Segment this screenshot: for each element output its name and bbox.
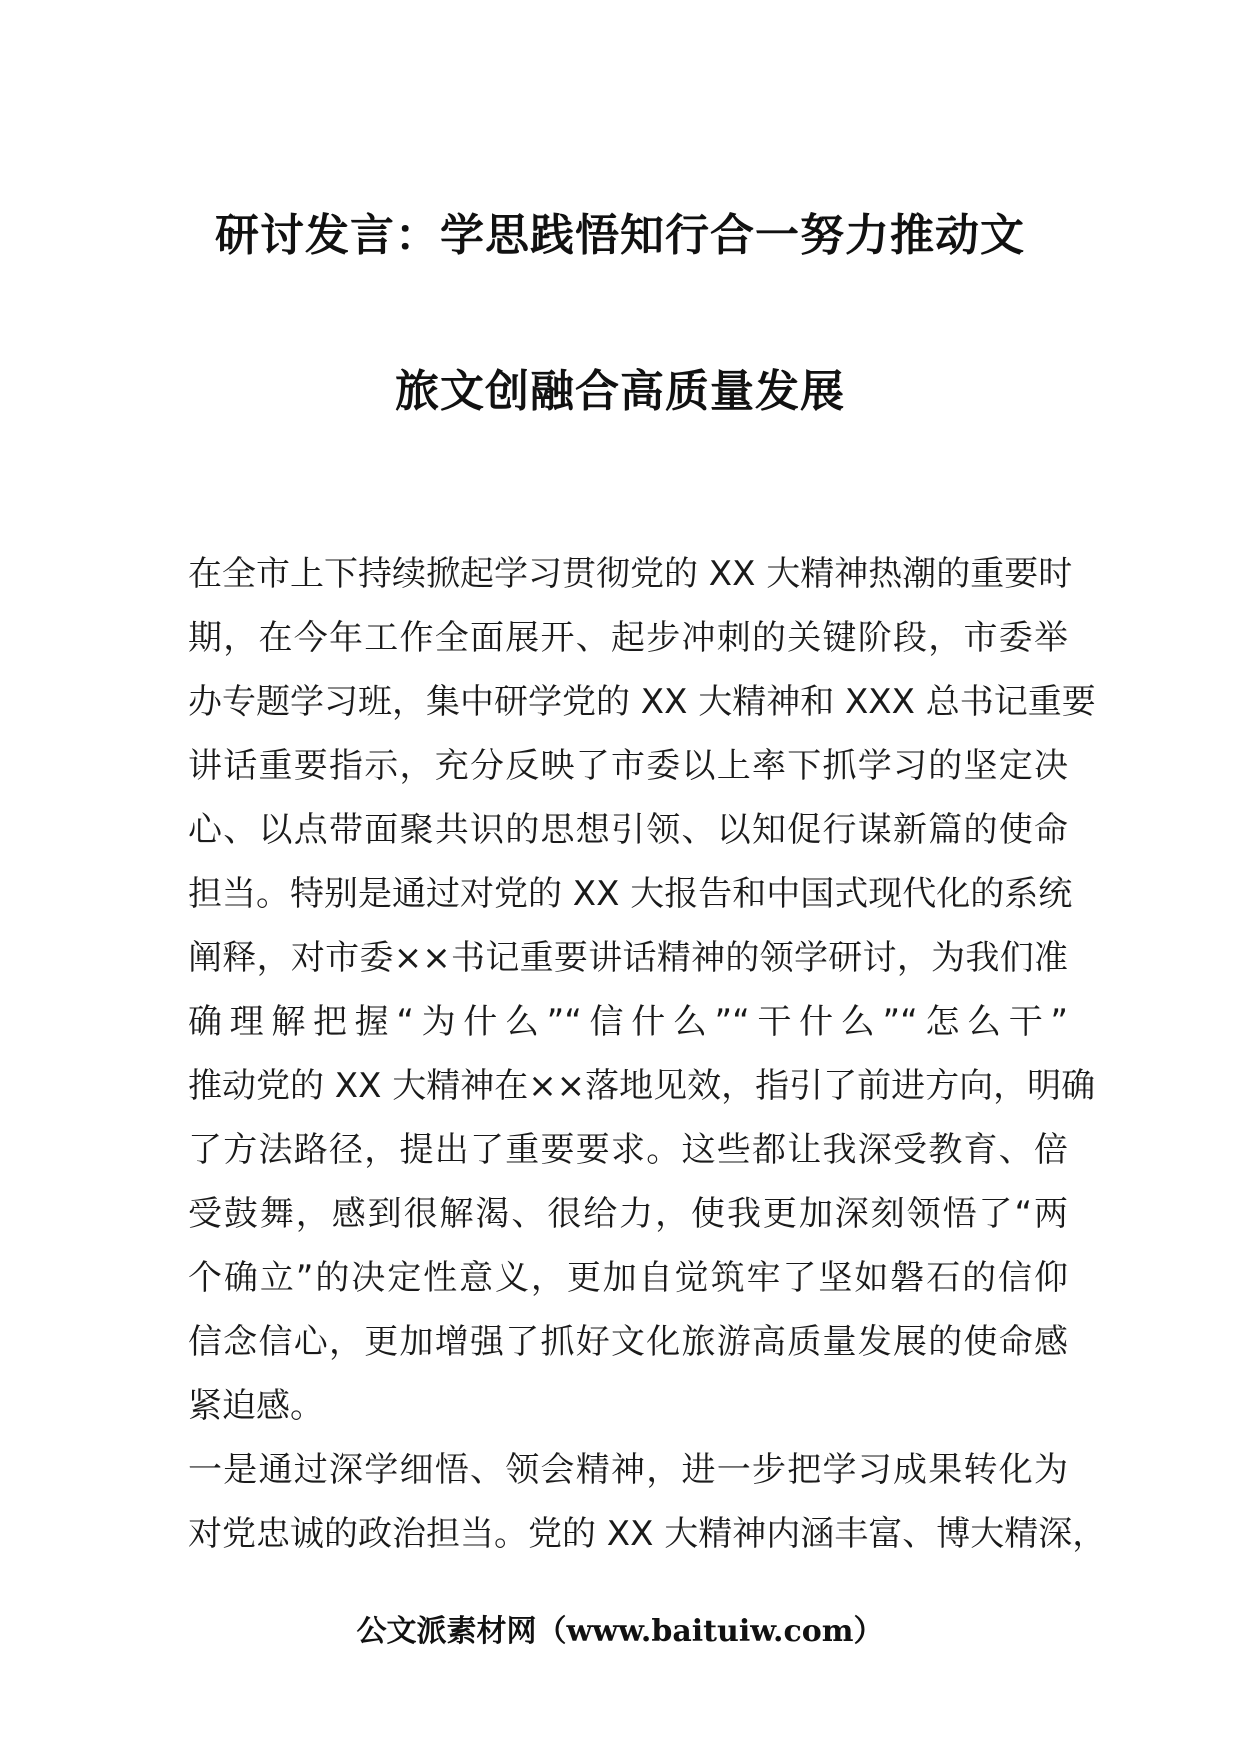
body-text-line: 紧迫感。 (188, 1386, 324, 1426)
body-text-line: 讲话重要指示，充分反映了市委以上率下抓学习的坚定决 (188, 746, 1068, 786)
body-text-line: 信念信心，更加增强了抓好文化旅游高质量发展的使命感 (188, 1322, 1068, 1362)
body-text-line: 在全市上下持续掀起学习贯彻党的 XX 大精神热潮的重要时 (188, 554, 1073, 594)
body-text-line: 担当。特别是通过对党的 XX 大报告和中国式现代化的系统 (188, 874, 1073, 914)
body-text-line: 一是通过深学细悟、领会精神，进一步把学习成果转化为 (188, 1450, 1068, 1490)
body-text-line: 期，在今年工作全面展开、起步冲刺的关键阶段，市委举 (188, 618, 1068, 658)
body-text-line: 阐释，对市委××书记重要讲话精神的领学研讨，为我们准 (188, 938, 1068, 978)
document-title-line-2: 旅文创融合高质量发展 (395, 366, 845, 417)
body-text-line: 推动党的 XX 大精神在××落地见效，指引了前进方向，明确 (188, 1066, 1096, 1106)
document-title-line-1: 研讨发言：学思践悟知行合一努力推动文 (215, 210, 1025, 261)
body-text-line: 对党忠诚的政治担当。党的 XX 大精神内涵丰富、博大精深， (188, 1514, 1107, 1554)
body-text-line: 办专题学习班，集中研学党的 XX 大精神和 XXX 总书记重要 (188, 682, 1096, 722)
body-text-line: 心、以点带面聚共识的思想引领、以知促行谋新篇的使命 (188, 810, 1068, 850)
footer-watermark-text: 公文派素材网（www.baituiw.com） (356, 1614, 884, 1649)
body-text-line: 个确立”的决定性意义，更加自觉筑牢了坚如磐石的信仰 (188, 1258, 1068, 1298)
body-text-line: 确理解把握“为什么”“信什么”“干什么”“怎么干” (188, 1002, 1068, 1042)
body-text-line: 了方法路径，提出了重要要求。这些都让我深受教育、倍 (188, 1130, 1068, 1170)
body-text-line: 受鼓舞，感到很解渴、很给力，使我更加深刻领悟了“两 (188, 1194, 1068, 1234)
